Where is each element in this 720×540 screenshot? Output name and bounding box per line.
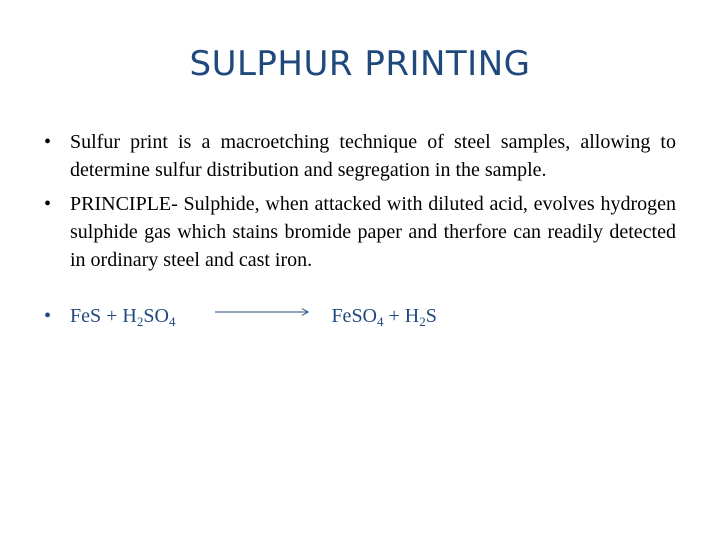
chemical-equation	[70, 302, 676, 330]
subscript: 2	[136, 314, 144, 329]
bullet-marker: •	[44, 131, 52, 153]
equation-products	[331, 302, 436, 330]
bullet-marker: •	[44, 193, 52, 215]
bullet-item-sulfur-print	[44, 128, 676, 184]
bullet-item-principle	[44, 190, 676, 274]
slide-title: SULPHUR PRINTING	[189, 44, 531, 84]
bullet-marker: •	[44, 305, 52, 327]
bullet-text: PRINCIPLE- Sulphide, when attacked with diluted acid, evolves hydrogen sulphide gas which stains bromide paper and therfore can readily detected in ordinary steel and cast iron.	[70, 193, 676, 271]
reactant-term: SO	[143, 305, 169, 327]
subscript: 4	[377, 314, 384, 329]
subscript: 2	[419, 314, 426, 329]
product-term: + H	[383, 305, 420, 327]
product-term: FeSO	[331, 305, 378, 327]
reactant-term: FeS + H	[70, 305, 137, 327]
subscript: 4	[168, 314, 176, 329]
equation-reactants	[70, 302, 175, 330]
reaction-arrow-icon	[215, 307, 311, 317]
product-term: S	[425, 305, 437, 327]
bullet-item-equation	[44, 302, 676, 330]
slide-content	[44, 128, 676, 336]
bullet-text: Sulfur print is a macroetching technique of steel samples, allowing to determine sulfur distribution and segregation in the sample.	[70, 131, 676, 181]
